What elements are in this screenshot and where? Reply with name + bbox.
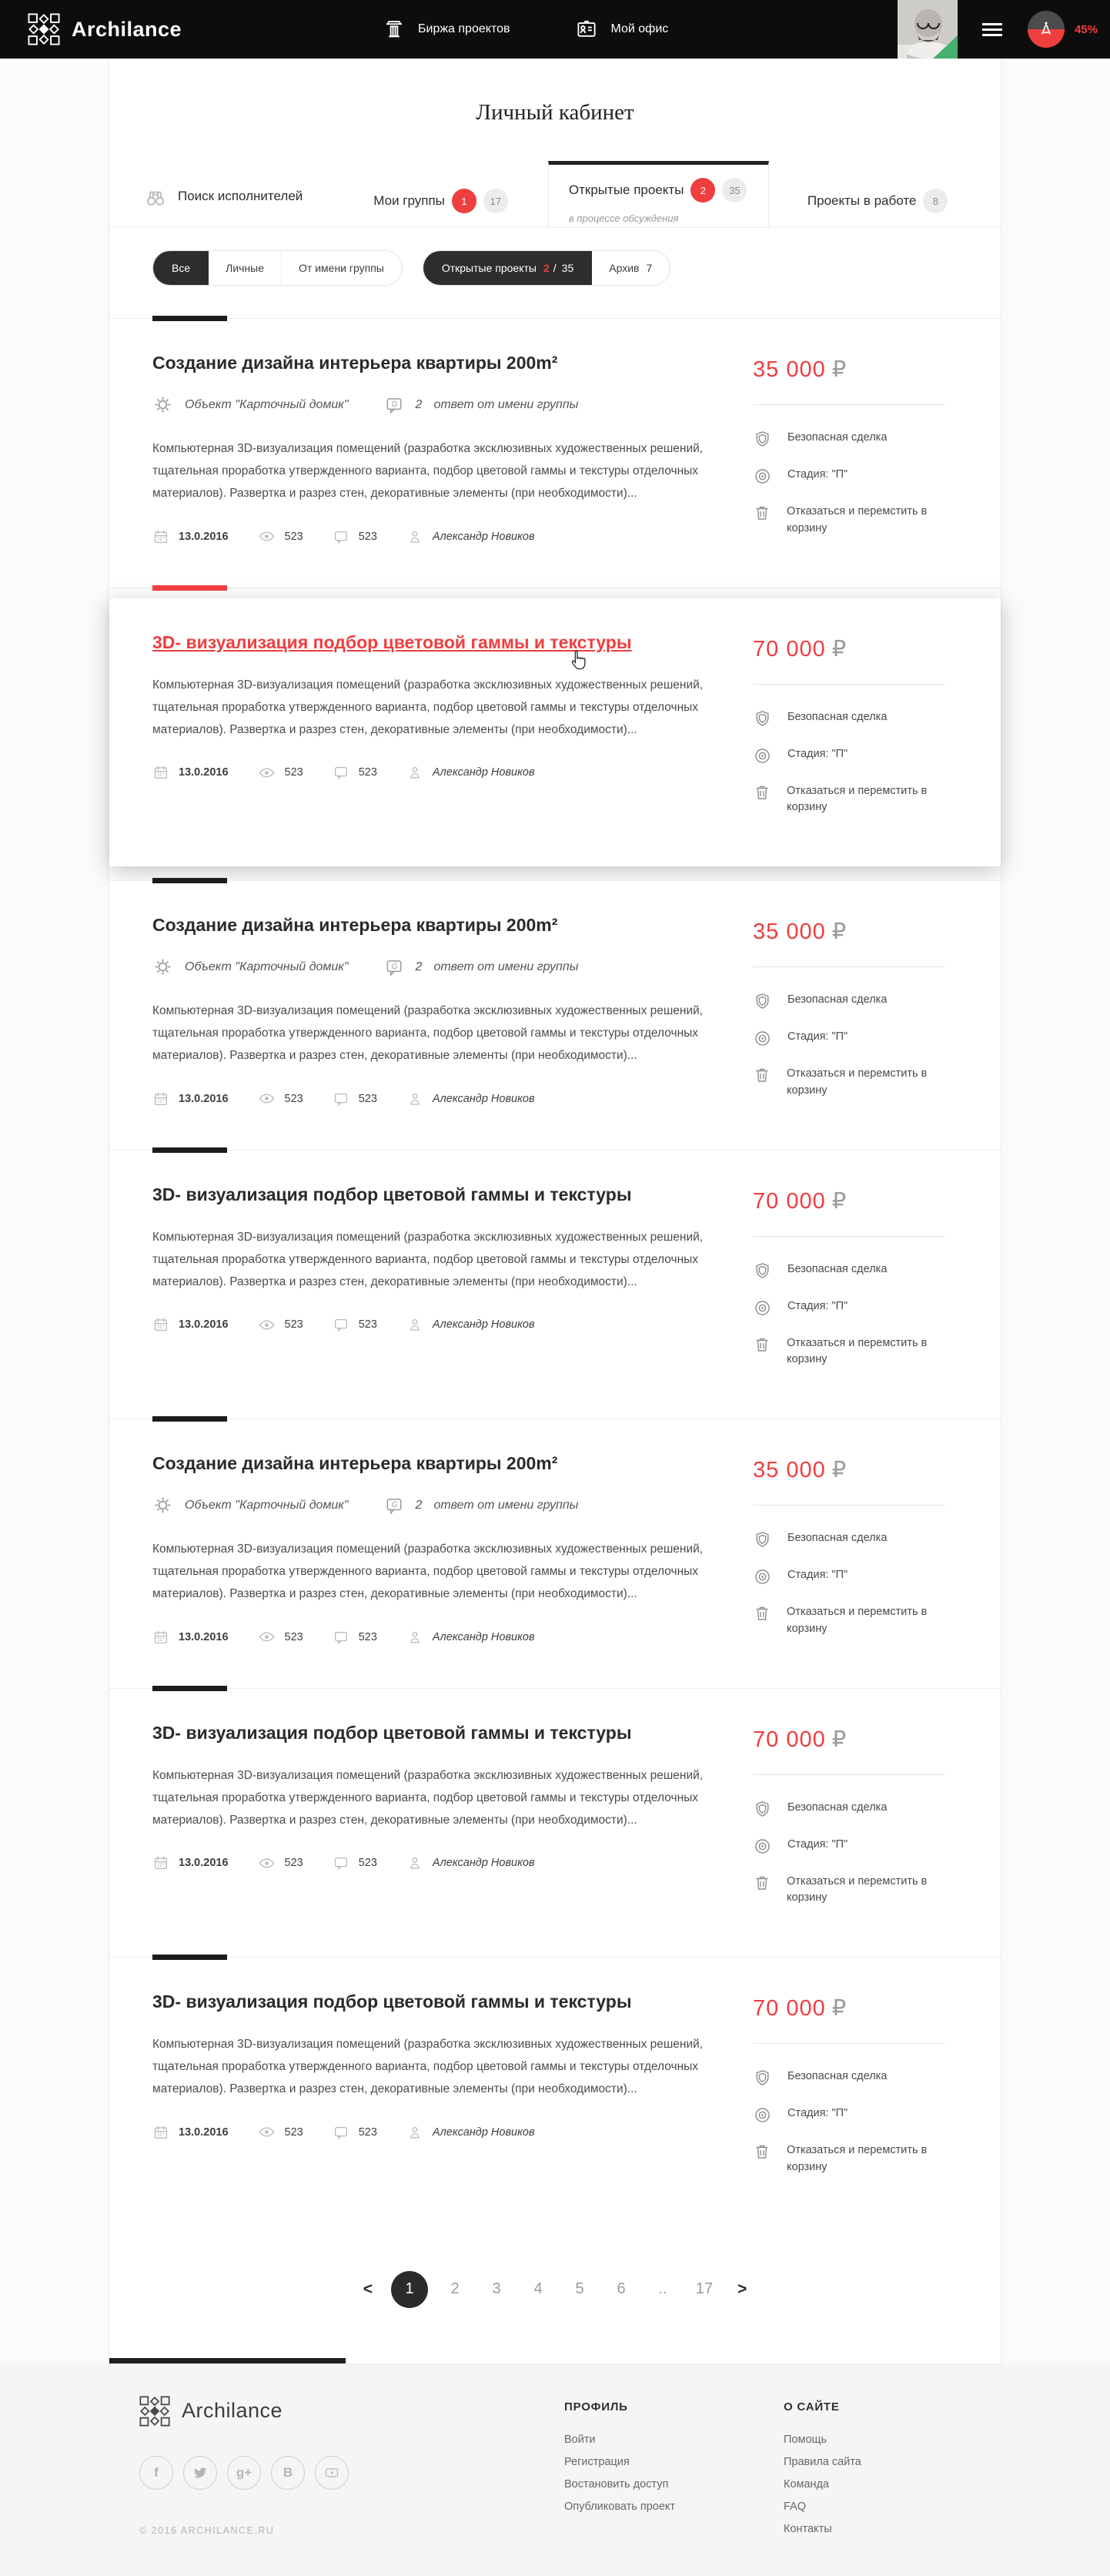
comment-icon [333, 764, 349, 781]
replies-label: ответ от имени группы [433, 1498, 579, 1512]
tab-label: Поиск исполнителей [178, 189, 303, 203]
filter-count-total: 7 [646, 262, 653, 274]
side-divider [753, 1505, 945, 1506]
discard-to-trash-action[interactable]: Отказаться и перемстить в корзину [753, 1335, 962, 1369]
project-description: Компьютерная 3D-визуализация помещений (разработка эксклюзивных художественных решений, тщательная проработка утвержденного варианта, подбор цветовой гаммы и текстуры отделочных материалов). Развертка и разрез стен, декоративные элементы (при необходимости)... [152, 1004, 704, 1062]
footer-link[interactable]: Опубликовать проект [564, 2500, 676, 2513]
meta-date: 13.0.2016 [152, 1854, 229, 1871]
project-price: 35 000 ₽ [753, 1458, 848, 1482]
project-price: 35 000 ₽ [753, 357, 848, 382]
nav-item-projects-exchange[interactable] [383, 18, 510, 41]
footer-brand-name: Archilance [182, 2399, 283, 2422]
filter-segment[interactable] [423, 251, 592, 285]
shield-icon [753, 430, 772, 449]
discard-to-trash-action[interactable]: Отказаться и перемстить в корзину [753, 1066, 962, 1100]
card-accent-dash [152, 878, 227, 883]
project-card [109, 1419, 1001, 1688]
meta-views: 523 [258, 1316, 303, 1334]
filter-label: Архив [609, 262, 640, 274]
gear-icon [152, 394, 173, 415]
pagination-page[interactable]: 5 [575, 2280, 584, 2297]
meta-author: Александр Новиков [406, 2124, 535, 2141]
object-item [152, 1495, 349, 1516]
tab-label: Открытые проекты [568, 183, 684, 197]
meta-author: Александр Новиков [406, 1090, 535, 1107]
project-meta-row [152, 528, 725, 545]
person-icon [406, 528, 423, 545]
filter-label: От имени группы [299, 262, 384, 274]
trash-icon [753, 504, 771, 522]
brand-name: Archilance [72, 17, 182, 41]
meta-author: Александр Новиков [406, 1629, 535, 1646]
target-icon [753, 2105, 772, 2125]
mouse-cursor [568, 649, 589, 672]
safe-deal-item: Безопасная сделка [753, 430, 962, 449]
project-title-link[interactable]: 3D- визуализация подбор цветовой гаммы и текстуры [152, 1184, 632, 1204]
side-divider [753, 404, 945, 405]
project-side-panel [753, 1988, 962, 2194]
person-icon [406, 1316, 423, 1333]
filters-row [152, 250, 1001, 286]
trash-icon [753, 1604, 771, 1623]
ruble-sign: ₽ [831, 1188, 848, 1214]
shield-icon [753, 1530, 772, 1549]
project-side-panel [753, 629, 962, 835]
calendar-icon [152, 528, 169, 545]
stage-item: Стадия: "П" [753, 467, 962, 486]
meta-date: 13.0.2016 [152, 764, 229, 781]
id-card-icon [575, 18, 598, 41]
project-card [109, 1150, 1001, 1419]
card-accent-dash [152, 1147, 227, 1153]
filter-label: Открытые проекты [441, 262, 537, 274]
pagination-page[interactable]: 17 [695, 2280, 714, 2297]
meta-views: 523 [258, 764, 303, 782]
ruble-sign: ₽ [831, 1458, 848, 1482]
project-description: Компьютерная 3D-визуализация помещений (разработка эксклюзивных художественных решений, тщательная проработка утвержденного варианта, подбор цветовой гаммы и текстуры отделочных материалов). Развертка и разрез стен, декоративные элементы (при необходимости)... [152, 1768, 704, 1827]
eye-icon [258, 1628, 276, 1646]
profile-completion-percent: 45% [1074, 22, 1098, 36]
ruble-sign: ₽ [831, 920, 848, 944]
card-accent-dash [152, 1686, 227, 1691]
footer-left [109, 2396, 564, 2545]
stage-item: Стадия: "П" [753, 1029, 962, 1048]
replies-count: 2 [415, 397, 423, 411]
filter-segment[interactable] [592, 251, 670, 285]
filter-count-new: 2 [543, 262, 550, 274]
meta-author: Александр Новиков [406, 764, 535, 781]
ruble-sign: ₽ [831, 636, 848, 662]
footer [0, 2363, 1110, 2576]
comment-icon [333, 1854, 349, 1871]
target-icon [753, 746, 772, 765]
project-meta-row [152, 1628, 725, 1646]
discard-to-trash-action[interactable]: Отказаться и перемстить в корзину [753, 1604, 962, 1638]
tab-badge-total: 8 [923, 189, 948, 213]
svg-text:G: G [391, 400, 397, 409]
gear-icon [152, 956, 173, 977]
safe-deal-item: Безопасная сделка [753, 1800, 962, 1819]
comment-icon [333, 1090, 349, 1107]
project-side-panel [753, 350, 962, 555]
project-object-row [152, 1495, 725, 1516]
pagination-prev-arrow[interactable]: < [363, 2280, 373, 2298]
target-icon [753, 1837, 772, 1856]
meta-comments: 523 [333, 1316, 377, 1333]
safe-deal-item: Безопасная сделка [753, 992, 962, 1011]
project-meta-row [152, 764, 725, 782]
project-meta-row [152, 2123, 725, 2141]
main-container [109, 59, 1001, 2363]
project-description: Компьютерная 3D-визуализация помещений (разработка эксклюзивных художественных решений, тщательная проработка утвержденного варианта, подбор цветовой гаммы и текстуры отделочных материалов). Развертка и разрез стен, декоративные элементы (при необходимости)... [152, 678, 704, 736]
filter-segment[interactable] [282, 251, 402, 285]
project-card [109, 318, 1001, 588]
footer-brand-logo[interactable] [139, 2396, 564, 2427]
stage-item: Стадия: "П" [753, 1567, 962, 1586]
calendar-icon [152, 1629, 169, 1646]
project-meta-row [152, 1316, 725, 1334]
project-title-link[interactable]: 3D- визуализация подбор цветовой гаммы и текстуры [152, 1991, 632, 2012]
trash-icon [753, 783, 771, 802]
shield-icon [753, 1261, 772, 1281]
group-bubble-icon [384, 957, 404, 977]
kiosk-icon [383, 18, 406, 41]
object-label: Объект "Карточный домик" [185, 1498, 349, 1512]
safe-deal-item: Безопасная сделка [753, 709, 962, 729]
footer-column-profile [564, 2396, 784, 2545]
comment-icon [333, 1629, 349, 1646]
trash-icon [753, 1066, 771, 1084]
footer-column-title: О САЙТЕ [784, 2400, 840, 2414]
calendar-icon [152, 764, 169, 781]
tab[interactable] [144, 161, 303, 209]
replies-label: ответ от имени группы [433, 960, 579, 973]
tab[interactable] [373, 161, 508, 213]
shield-icon [753, 992, 772, 1011]
filter-group-scope [152, 250, 403, 286]
meta-author: Александр Новиков [406, 1854, 535, 1871]
calendar-icon [152, 2124, 169, 2141]
user-avatar-photo[interactable] [898, 0, 958, 59]
replies-label: ответ от имени группы [433, 397, 579, 411]
stage-item: Стадия: "П" [753, 1298, 962, 1318]
object-label: Объект "Карточный домик" [185, 960, 349, 973]
trash-icon [753, 2142, 771, 2161]
group-replies-item [384, 1496, 579, 1516]
meta-date: 13.0.2016 [152, 1090, 229, 1107]
nav-label: Биржа проектов [418, 22, 510, 35]
meta-date: 13.0.2016 [152, 528, 229, 545]
project-title-link[interactable]: Создание дизайна интерьера квартиры 200m² [152, 1453, 558, 1473]
page-title: Личный кабинет [476, 100, 634, 125]
filter-label: Личные [226, 262, 265, 274]
side-divider [753, 1236, 945, 1237]
card-accent-dash [152, 1416, 227, 1422]
meta-views: 523 [258, 1628, 303, 1646]
filter-segment[interactable] [153, 251, 209, 285]
social-links [139, 2456, 564, 2490]
footer-link[interactable]: FAQ [784, 2500, 807, 2513]
project-title-link[interactable]: 3D- визуализация подбор цветовой гаммы и текстуры [152, 631, 632, 652]
pagination-page[interactable]: 2 [450, 2280, 460, 2297]
pagination-page[interactable]: 4 [533, 2280, 543, 2297]
copyright: © 2016 ARCHILANCE.RU [139, 2524, 275, 2536]
footer-link[interactable]: Востановить доступ [564, 2477, 669, 2491]
nav-label: Мой офис [610, 22, 669, 35]
meta-views: 523 [258, 2123, 303, 2141]
filter-count-total: 35 [561, 262, 574, 274]
project-side-panel [753, 912, 962, 1117]
shield-icon [753, 2069, 772, 2088]
nav-item-my-office[interactable] [575, 18, 668, 41]
card-accent-dash [152, 1955, 227, 1960]
meta-views: 523 [258, 1090, 303, 1107]
meta-date: 13.0.2016 [152, 1629, 229, 1646]
calendar-icon [152, 1090, 169, 1107]
shield-icon [753, 709, 772, 729]
meta-comments: 523 [333, 1090, 377, 1107]
safe-deal-item: Безопасная сделка [753, 1261, 962, 1281]
meta-author: Александр Новиков [406, 528, 535, 545]
calendar-icon [152, 1854, 169, 1871]
footer-column-title: ПРОФИЛЬ [564, 2400, 628, 2414]
footer-link[interactable]: Войти [564, 2433, 596, 2446]
project-cards-list [109, 318, 1001, 2226]
gear-icon [152, 1495, 173, 1516]
pagination-next-arrow[interactable]: > [737, 2280, 747, 2298]
replies-count: 2 [415, 960, 423, 973]
google-plus-icon[interactable]: g+ [227, 2456, 261, 2490]
pagination-page[interactable]: 3 [492, 2280, 501, 2297]
person-icon [406, 764, 423, 781]
profile-compass-badge[interactable] [1028, 11, 1065, 48]
group-replies-item [384, 957, 579, 977]
meta-author: Александр Новиков [406, 1316, 535, 1333]
svg-text:G: G [391, 1500, 397, 1509]
shield-icon [753, 1800, 772, 1819]
project-description: Компьютерная 3D-визуализация помещений (разработка эксклюзивных художественных решений, тщательная проработка утвержденного варианта, подбор цветовой гаммы и текстуры отделочных материалов). Развертка и разрез стен, декоративные элементы (при необходимости)... [152, 1230, 704, 1288]
project-price: 70 000 ₽ [753, 1996, 848, 2021]
binoculars-icon [144, 186, 167, 209]
meta-comments: 523 [333, 528, 377, 545]
object-label: Объект "Карточный домик" [185, 397, 349, 411]
pagination [109, 2226, 1001, 2363]
project-title-link[interactable]: 3D- визуализация подбор цветовой гаммы и текстуры [152, 1722, 632, 1743]
project-side-panel [753, 1181, 962, 1387]
project-meta-row [152, 1854, 725, 1872]
project-price: 70 000 ₽ [753, 1727, 848, 1752]
card-accent-dash [152, 585, 227, 591]
eye-icon [258, 2123, 276, 2141]
footer-link[interactable]: Правила сайта [784, 2455, 861, 2468]
footer-column-about [784, 2396, 861, 2545]
tab-badge-new: 1 [452, 189, 476, 213]
person-icon [406, 1090, 423, 1107]
tab-sublabel: в процессе обсуждения [568, 213, 679, 224]
target-icon [753, 1298, 772, 1318]
tab-label: Мои группы [373, 193, 445, 208]
person-icon [406, 1629, 423, 1646]
project-side-panel [753, 1720, 962, 1925]
filter-group-state [423, 250, 670, 286]
hamburger-menu-icon[interactable] [982, 20, 1002, 39]
side-divider [753, 966, 945, 967]
top-nav [383, 0, 668, 59]
filter-label: Все [172, 262, 191, 274]
top-bar [0, 0, 1110, 59]
project-title-link[interactable]: Создание дизайна интерьера квартиры 200m² [152, 353, 558, 373]
project-card [109, 1688, 1001, 1958]
target-icon [753, 467, 772, 486]
footer-link[interactable]: Регистрация [564, 2455, 630, 2468]
project-description: Компьютерная 3D-визуализация помещений (разработка эксклюзивных художественных решений, тщательная проработка утвержденного варианта, подбор цветовой гаммы и текстуры отделочных материалов). Развертка и разрез стен, декоративные элементы (при необходимости)... [152, 2038, 704, 2095]
project-description: Компьютерная 3D-визуализация помещений (разработка эксклюзивных художественных решений, тщательная проработка утвержденного варианта, подбор цветовой гаммы и текстуры отделочных материалов). Развертка и разрез стен, декоративные элементы (при необходимости)... [152, 442, 704, 500]
person-icon [406, 2124, 423, 2141]
eye-icon [258, 1854, 276, 1872]
side-divider [753, 2043, 945, 2044]
trash-icon [753, 1874, 771, 1892]
project-object-row [152, 394, 725, 415]
eye-icon [258, 528, 276, 545]
discard-to-trash-action[interactable]: Отказаться и перемстить в корзину [753, 783, 962, 817]
ruble-sign: ₽ [831, 357, 848, 382]
pagination-page[interactable]: .. [658, 2280, 667, 2297]
project-card [109, 880, 1001, 1150]
meta-date: 13.0.2016 [152, 1316, 229, 1333]
person-icon [406, 1854, 423, 1871]
discard-to-trash-action[interactable]: Отказаться и перемстить в корзину [753, 1874, 962, 1908]
safe-deal-item: Безопасная сделка [753, 2069, 962, 2088]
meta-comments: 523 [333, 1629, 377, 1646]
replies-count: 2 [415, 1498, 423, 1512]
comment-icon [333, 528, 349, 545]
tab-badge-total: 35 [722, 178, 747, 203]
twitter-icon[interactable] [183, 2456, 217, 2490]
pagination-page[interactable]: 6 [617, 2280, 626, 2297]
group-replies-item [384, 395, 579, 415]
tab-label: Проекты в работе [807, 193, 917, 208]
discard-to-trash-action[interactable]: Отказаться и перемстить в корзину [753, 504, 962, 538]
meta-comments: 523 [333, 1854, 377, 1871]
calendar-icon [152, 1316, 169, 1333]
side-divider [753, 1774, 945, 1775]
eye-icon [258, 764, 276, 782]
group-bubble-icon [384, 395, 404, 415]
comment-icon [333, 1316, 349, 1333]
project-card [109, 1957, 1001, 2226]
tab[interactable] [800, 161, 948, 213]
project-price: 35 000 ₽ [753, 920, 848, 944]
meta-comments: 523 [333, 764, 377, 781]
eye-icon [258, 1090, 276, 1107]
meta-comments: 523 [333, 2124, 377, 2141]
comment-icon [333, 2124, 349, 2141]
tabs-bar [109, 161, 1001, 227]
svg-text:G: G [391, 962, 397, 971]
card-accent-dash [152, 316, 227, 321]
meta-date: 13.0.2016 [152, 2124, 229, 2141]
project-meta-row [152, 1090, 725, 1107]
meta-views: 523 [258, 528, 303, 545]
ruble-sign: ₽ [831, 1727, 848, 1752]
discard-to-trash-action[interactable]: Отказаться и перемстить в корзину [753, 2142, 962, 2176]
project-side-panel [753, 1450, 962, 1656]
archilance-logo-icon [28, 13, 60, 45]
object-item [152, 394, 349, 415]
target-icon [753, 1029, 772, 1048]
tab[interactable] [548, 161, 769, 228]
header-right [898, 0, 1110, 59]
youtube-icon[interactable] [315, 2456, 349, 2490]
object-item [152, 956, 349, 977]
stage-item: Стадия: "П" [753, 2105, 962, 2125]
brand-logo[interactable] [28, 13, 182, 45]
project-object-row [152, 956, 725, 977]
eye-icon [258, 1316, 276, 1334]
group-bubble-icon [384, 1496, 404, 1516]
trash-icon [753, 1335, 771, 1354]
stage-item: Стадия: "П" [753, 1837, 962, 1856]
project-description: Компьютерная 3D-визуализация помещений (разработка эксклюзивных художественных решений, тщательная проработка утвержденного варианта, подбор цветовой гаммы и текстуры отделочных материалов). Развертка и разрез стен, декоративные элементы (при необходимости)... [152, 1543, 704, 1600]
tab-badge-total: 17 [483, 189, 508, 213]
project-title-link[interactable]: Создание дизайна интерьера квартиры 200m² [152, 915, 558, 935]
project-card [109, 588, 1001, 867]
target-icon [753, 1567, 772, 1586]
stage-item: Стадия: "П" [753, 746, 962, 765]
container-accent-bar [109, 2358, 346, 2363]
filter-count-separator: / [553, 262, 557, 274]
facebook-icon[interactable]: f [139, 2456, 173, 2490]
drafting-compass-icon [1036, 19, 1056, 39]
tab-badge-new: 2 [690, 178, 715, 203]
meta-views: 523 [258, 1854, 303, 1872]
footer-link[interactable]: Команда [784, 2477, 830, 2491]
filter-segment[interactable] [209, 251, 282, 285]
ruble-sign: ₽ [831, 1996, 848, 2021]
footer-link[interactable]: Контакты [784, 2522, 832, 2535]
pagination-page[interactable]: 1 [391, 2271, 428, 2308]
footer-link[interactable]: Помощь [784, 2433, 827, 2446]
project-price: 70 000 ₽ [753, 636, 848, 662]
side-divider [753, 684, 945, 685]
safe-deal-item: Безопасная сделка [753, 1530, 962, 1549]
archilance-logo-icon [139, 2396, 170, 2427]
project-price: 70 000 ₽ [753, 1188, 848, 1214]
behance-icon[interactable]: B [271, 2456, 305, 2490]
